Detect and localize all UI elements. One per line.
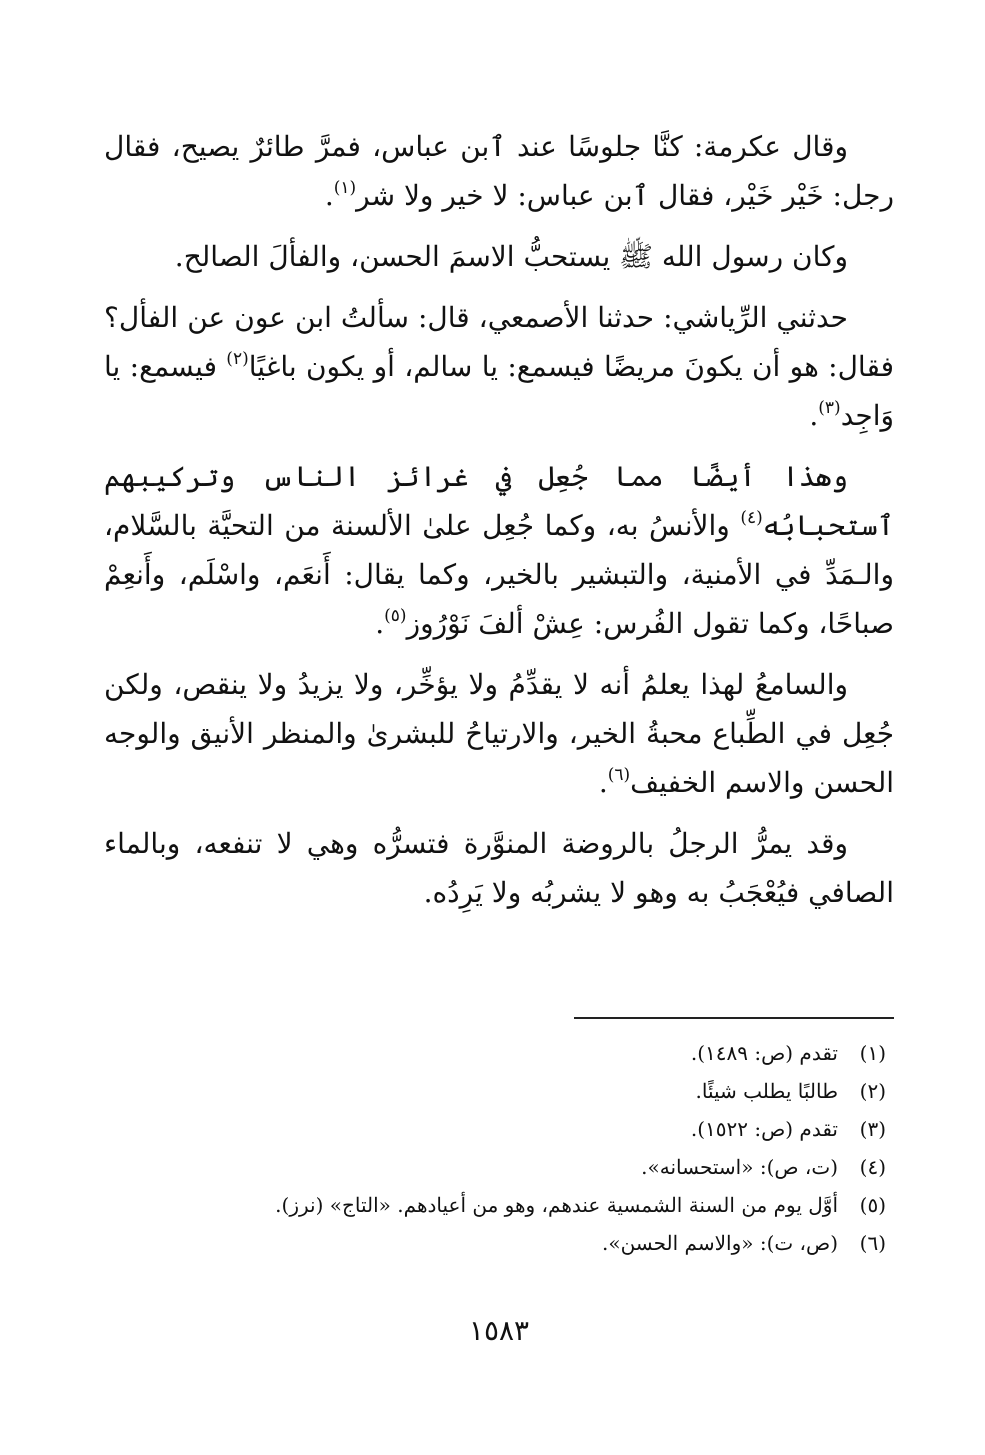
footnote-number: (٣) [859, 1117, 886, 1141]
paragraph-text: حدثني الرِّياشي: حدثنا الأصمعي، قال: سألتُ ابن عون عن الفأل؟ فقال: هو أن يكونَ مريضًا فيسمع: يا سالم، أو يكون باغيًا [104, 301, 895, 383]
main-text [104, 122, 894, 917]
paragraph [104, 293, 894, 440]
paragraph [104, 819, 894, 917]
footnote [104, 1224, 894, 1262]
paragraph-text: والسامعُ لهذا يعلمُ أنه لا يقدِّمُ ولا يؤخِّر، ولا يزيدُ ولا ينقص، ولكن جُعِل في الطِّباع محبةُ الخير، والارتياحُ للبشرىٰ والمنظر الأنيق والوجه الحسن والاسم الخفيف [104, 668, 894, 799]
paragraph [104, 660, 894, 807]
footnote [104, 1148, 894, 1186]
paragraph-text: وكان رسول الله ﷺ يستحبُّ الاسمَ الحسن، والفألَ الصالح. [174, 240, 848, 273]
footnote-number: (٢) [859, 1079, 886, 1103]
footnote-text: تقدم (ص: ١٤٨٩). [690, 1041, 838, 1065]
footnote-number: (٥) [859, 1193, 886, 1217]
footnote [104, 1110, 894, 1148]
paragraph-text: وقال عكرمة: كنَّا جلوسًا عند ٱبن عباس، فمرَّ طائرٌ يصيح، فقال رجل: خَيْر خَيْر، فقال ٱبن عباس: لا خير ولا شر [104, 130, 894, 212]
footnote [104, 1034, 894, 1072]
footnote-text: تقدم (ص: ١٥٢٢). [690, 1117, 838, 1141]
paragraph-text: . [375, 607, 385, 640]
footnote-marker: (٣) [818, 398, 841, 418]
footnote-marker: (٥) [384, 606, 407, 626]
footnote-marker: (٢) [226, 349, 249, 369]
footnote-marker: (٤) [740, 508, 763, 528]
paragraph-text: . [324, 179, 334, 212]
footnote-text: أوَّل يوم من السنة الشمسية عندهم، وهو من أعيادهم. «التاج» (نرز). [275, 1193, 838, 1217]
footnote-text: طالبًا يطلب شيئًا. [695, 1079, 838, 1103]
paragraph [104, 232, 894, 281]
footnote-marker: (٦) [607, 765, 631, 785]
paragraph-text: . [598, 766, 608, 799]
footnote-number: (١) [859, 1041, 886, 1065]
paragraph [104, 452, 894, 648]
footnote-text: (ت، ص): «استحسانه». [641, 1155, 838, 1179]
book-page [104, 122, 894, 1442]
footnote-marker: (١) [333, 178, 357, 198]
paragraph-text: فيسمع: يا وَاجِد [104, 350, 894, 432]
paragraph-text: . [809, 399, 819, 432]
footnote-text: (ص، ت): «والاسم الحسن». [601, 1231, 838, 1255]
footnotes [104, 1034, 894, 1262]
paragraph [104, 122, 894, 220]
paragraph-text: وهذا أيضًا مما جُعِل في غرائز الناس وتركيبهم ٱستحبابُه [104, 460, 894, 542]
page-number: ١٥٨٣ [468, 1314, 530, 1347]
footnote [104, 1072, 894, 1110]
footnote-number: (٤) [859, 1155, 886, 1179]
footnote-separator [574, 1017, 894, 1019]
paragraph-text: والأنسُ به، وكما جُعِل علىٰ الألسنة من التحيَّة بالسَّلام، والـمَدِّ في الأمنية، والتبشير بالخير، وكما يقال: أَنعَم، واسْلَم، وأَنعِمْ صباحًا، وكما تقول الفُرس: عِشْ ألفَ نَوْرُوز [104, 509, 894, 640]
footnote-number: (٦) [859, 1231, 886, 1255]
paragraph-text: وقد يمرُّ الرجلُ بالروضة المنوَّرة فتسرُّه وهي لا تنفعه، وبالماء الصافي فيُعْجَبُ به وهو لا يشربُه ولا يَرِدُه. [104, 827, 894, 909]
footnote [104, 1186, 894, 1224]
